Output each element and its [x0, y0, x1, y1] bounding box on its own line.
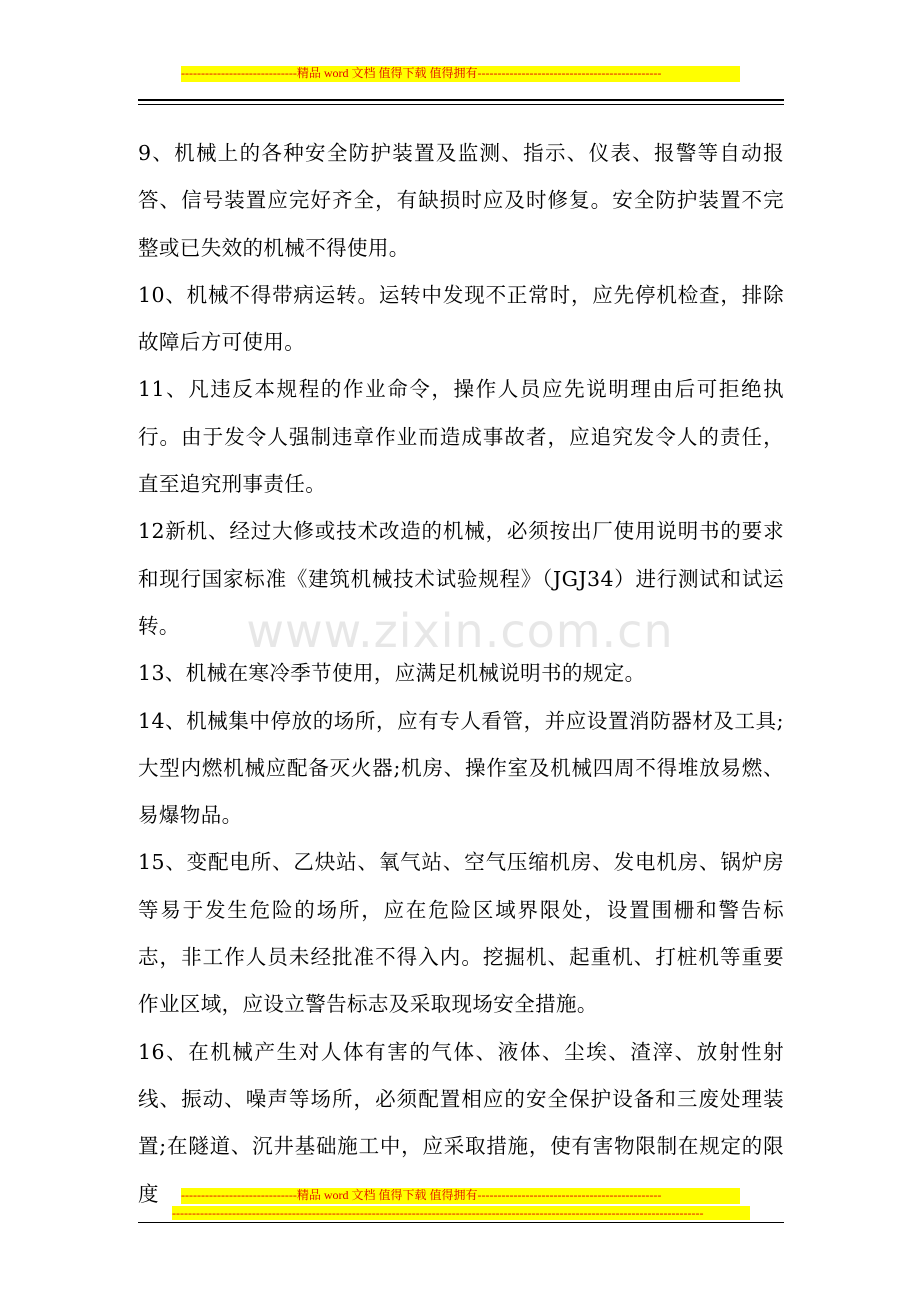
paragraph-item-14: 14、机械集中停放的场所，应有专人看管，并应设置消防器材及工具;大型内燃机械应配备灭火器;机房、操作室及机械四周不得堆放易燃、易爆物品。 — [138, 708, 784, 828]
paragraph-item-12: 12新机、经过大修或技术改造的机械，必须按出厂使用说明书的要求和现行国家标准《建筑机械技术试验规程》（JGJ34）进行测试和试运转。 — [138, 519, 784, 638]
header-rule-thick — [138, 99, 784, 101]
watermark: www.zixin.com.cn — [246, 604, 674, 658]
paragraph-item-10: 10、机械不得带病运转。运转中发现不正常时，应先停机检查，排除故障后方可使用。 — [138, 282, 784, 355]
paragraph-item-15: 15、变配电所、乙炔站、氧气站、空气压缩机房、发电机房、锅炉房等易于发生危险的场所，应在危险区域界限处，设置围栅和警告标志，非工作人员未经批准不得入内。挖掘机、起重机、打桩机等重要作业区域，应设立警告标志及采取现场安全措施。 — [138, 850, 784, 1017]
paragraph-item-11: 11、凡违反本规程的作业命令，操作人员应先说明理由后可拒绝执行。由于发令人强制违章作业而造成事故者，应追究发令人的责任，直至追究刑事责任。 — [138, 377, 784, 497]
footer-dash-line: ------------------------------------------------------------------------------------------------------------------------------------- — [172, 1206, 750, 1220]
paragraph-item-13: 13、机械在寒冷季节使用，应满足机械说明书的规定。 — [138, 661, 646, 686]
header-rule-thin — [138, 104, 784, 105]
paragraph-item-9: 9、机械上的各种安全防护装置及监测、指示、仪表、报警等自动报答、信号装置应完好齐全，有缺损时应及时修复。安全防护装置不完整或已失效的机械不得使用。 — [138, 141, 784, 260]
document-body — [138, 130, 784, 1218]
header-banner: -----------------------------精品 word 文档 值得下载 值得拥有---------------------------------------------- — [181, 66, 740, 82]
footer-banner: -----------------------------精品 word 文档 值得下载 值得拥有---------------------------------------------- — [181, 1188, 740, 1204]
footer-rule — [138, 1222, 784, 1223]
paragraph-item-16: 16、在机械产生对人体有害的气体、液体、尘埃、渣滓、放射性射线、振动、噪声等场所，必须配置相应的安全保护设备和三废处理装置;在隧道、沉井基础施工中，应采取措施，使有害物限制在规定的限度 — [138, 1039, 784, 1206]
